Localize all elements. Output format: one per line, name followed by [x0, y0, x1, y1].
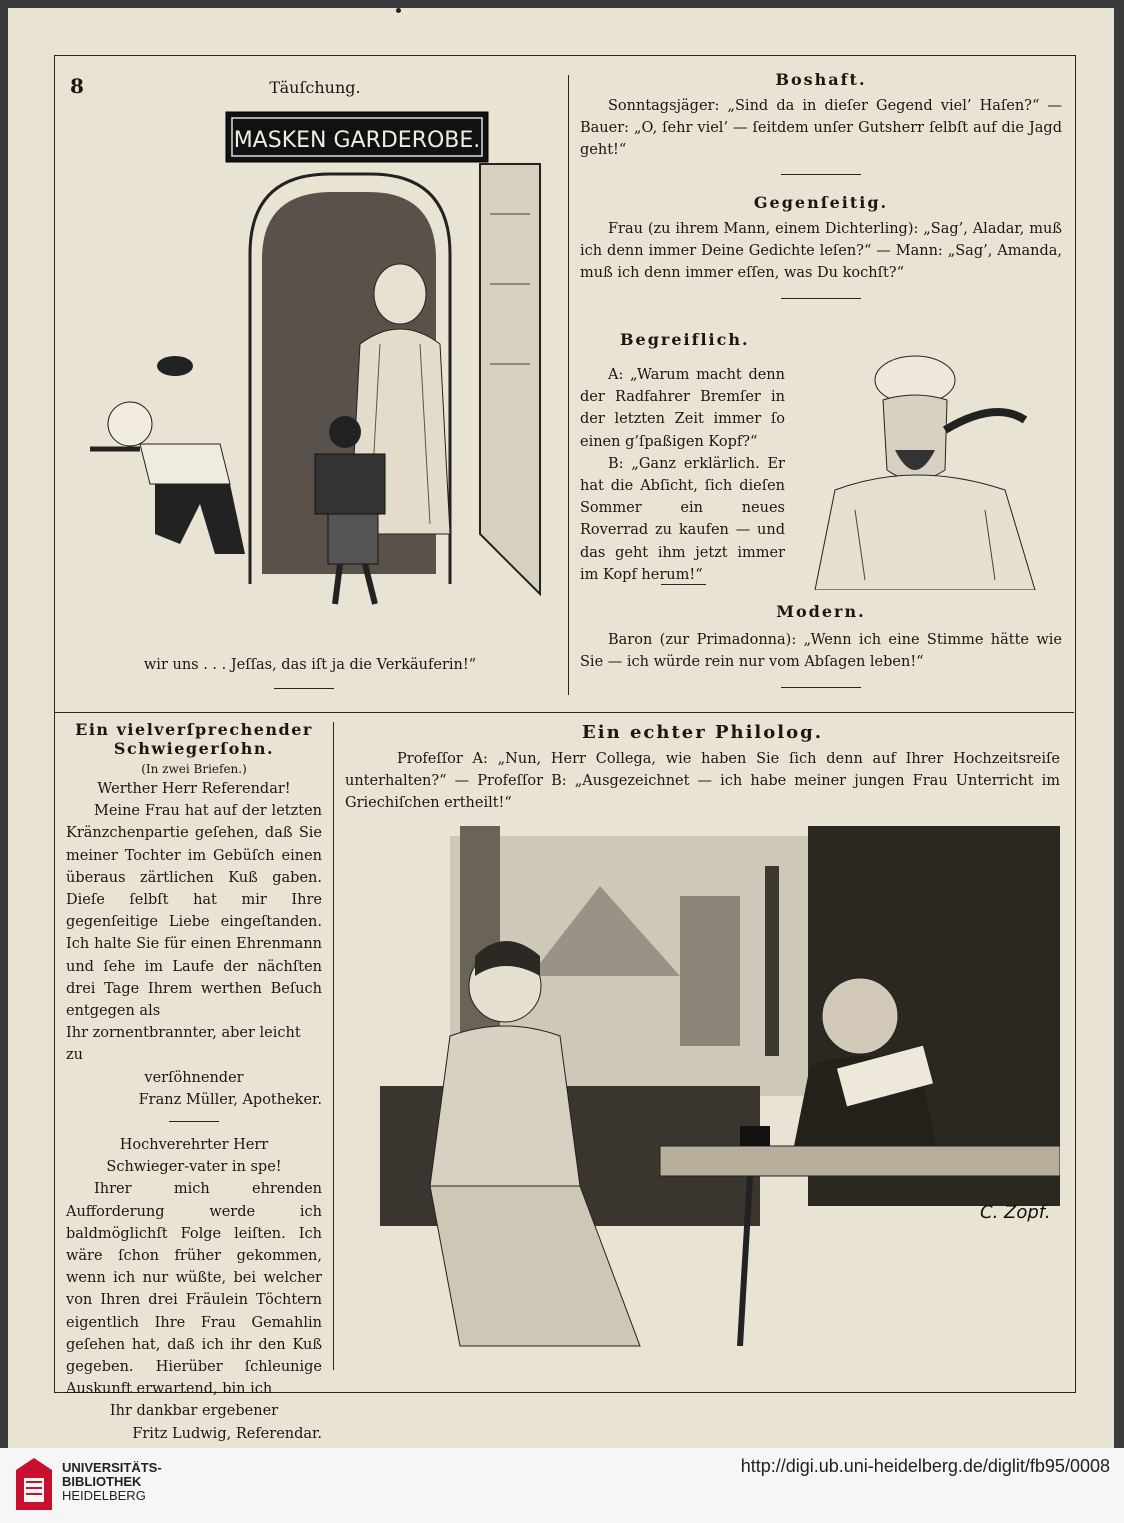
tauschung-title: Täuſchung. — [269, 78, 361, 97]
boshaft-title: Boshaft. — [775, 70, 867, 89]
schwiegersohn-title-1: Ein vielverſprechender — [75, 720, 313, 739]
gegenseitig-text: Frau (zu ihrem Mann, einem Dichterling): „Sag’, Aladar, muß ich denn immer Deine Gedichte leſen?“ — Mann: „Sag’, Amanda, muß ich denn immer eſſen, was Du kochſt?“ — [580, 220, 1062, 282]
running-boy-shirt — [140, 444, 230, 484]
schwiegersohn-section — [66, 720, 322, 1445]
cyclist-illustration — [795, 330, 1060, 590]
woman-bodice — [430, 1026, 580, 1186]
artist-signature: C. Zopf. — [980, 1202, 1051, 1223]
schwiegersohn-title-2: Schwiegerſohn. — [113, 739, 275, 758]
small-boy-cap — [329, 416, 361, 448]
library-name — [62, 1461, 162, 1503]
old-woman-head — [374, 264, 426, 324]
running-boy-trousers — [155, 484, 245, 554]
schwiegersohn-subtitle: (In zwei Briefen.) — [141, 762, 247, 776]
library-logo-icon — [14, 1456, 54, 1512]
professor-head — [822, 978, 898, 1054]
small-boy-backpack — [315, 454, 385, 514]
letter-2: Ihrer mich ehrenden Aufforderung werde ich baldmöglichſt Folge leiſten. Ich wäre ſchon früher gekommen, wenn ich nur wüßte, bei welcher von Ihren drei Fräulein Töchtern eigentlich Ihre Frau Gemahlin geſehen hat, daß ich ihr den Kuß gegeben. Hierüber ſchleunige Auskunft erwartend, bin ich — [66, 1181, 322, 1398]
page-dot — [396, 8, 401, 13]
running-boy-head — [108, 402, 152, 446]
flying-hat — [157, 356, 193, 376]
tauschung-rule — [274, 688, 334, 689]
tauschung-illustration — [70, 104, 560, 644]
closing-1b: verſöhnender — [144, 1069, 244, 1086]
begreiflich-text — [580, 364, 785, 586]
begreiflich-p1: A: „Warum macht denn der Radfahrer Bremſer in der letzten Zeit immer ſo einen g’ſpaßigen Kopf?“ — [580, 367, 785, 450]
tauschung-caption: wir uns . . . Jeſſas, das iſt ja die Verkäuferin!“ — [143, 657, 477, 673]
philolog-text: Profeſſor A: „Nun, Herr Collega, wie haben Sie ſich denn auf Ihrer Hochzeitsreiſe unterhalten?“ — Profeſſor B: „Ausgezeichnet — ich habe meiner jungen Frau Unterricht im Griechiſchen ertheilt!“ — [345, 751, 1060, 812]
signature-2: Fritz Ludwig, Referendar. — [132, 1425, 322, 1442]
salutation-1: Werther Herr Referendar! — [97, 781, 291, 797]
section-divider — [54, 712, 1074, 713]
right-column-top — [580, 70, 1062, 299]
modern-text: Baron (zur Primadonna): „Wenn ich eine Stimme hätte wie Sie — ich würde rein nur vom Abſagen leben!“ — [580, 632, 1062, 671]
boshaft-text: Sonntagsjäger: „Sind da in dieſer Gegend viel’ Haſen?“ — Bauer: „O, ſehr viel’ — ſeitdem unſer Gutsherr ſelbſt auf die Jagd geht!“ — [580, 98, 1062, 159]
library-line-3: HEIDELBERG — [62, 1488, 146, 1503]
closing-1a: Ihr zornentbrannter, aber leicht zu — [66, 1025, 301, 1064]
philolog-illustration — [380, 826, 1060, 1366]
begreiflich-p2: B: „Ganz erklärlich. Er hat die Abſicht, ſich dieſen Sommer ein neues Roverrad zu kaufen — und das geht ihm jetzt immer im Kopf herum!“ — [580, 455, 785, 583]
library-line-2: BIBLIOTHEK — [62, 1474, 142, 1489]
signature-1: Franz Müller, Apotheker. — [138, 1091, 322, 1108]
source-url-link[interactable]: http://digi.ub.uni-heidelberg.de/diglit/fb95/0008 — [740, 1456, 1110, 1476]
philolog-title: Ein echter Philolog. — [582, 722, 823, 743]
cyclist-arm — [945, 412, 1025, 430]
philolog-text-block — [345, 748, 1060, 815]
footer-bar — [0, 1448, 1124, 1523]
masken-sign-text: MASKEN GARDEROBE. — [233, 128, 481, 153]
open-door — [480, 164, 540, 594]
modern-title: Modern. — [776, 602, 866, 621]
table-top — [660, 1146, 1060, 1176]
page-number: 8 — [70, 74, 84, 98]
salutation-2: Hochverehrter Herr Schwieger-vater in spe! — [106, 1137, 282, 1176]
closing-2: Ihr dankbar ergebener — [109, 1403, 279, 1420]
cyclist-coat — [815, 475, 1035, 590]
inkwell — [740, 1126, 770, 1146]
modern-section — [580, 602, 1062, 688]
column-divider-bottom — [333, 722, 334, 1370]
letter-1: Meine Frau hat auf der letzten Kränzchenpartie geſehen, daß Sie meiner Tochter im Gebüſch einen überaus zärtlichen Kuß gaben. Dieſe ſelbſt hat mir Ihre gegenſeitige Liebe eingeſtanden. Ich halte Sie für einen Ehrenmann und ſehe im Laufe der nächſten drei Tage Ihrem werthen Beſuch entgegen als — [66, 803, 322, 1020]
library-line-1: UNIVERSITÄTS- — [62, 1460, 162, 1475]
begreiflich-title: Begreiflich. — [620, 330, 750, 349]
cypress-tree — [765, 866, 779, 1056]
gegenseitig-title: Gegenſeitig. — [753, 192, 889, 212]
column-divider-top — [568, 75, 569, 695]
